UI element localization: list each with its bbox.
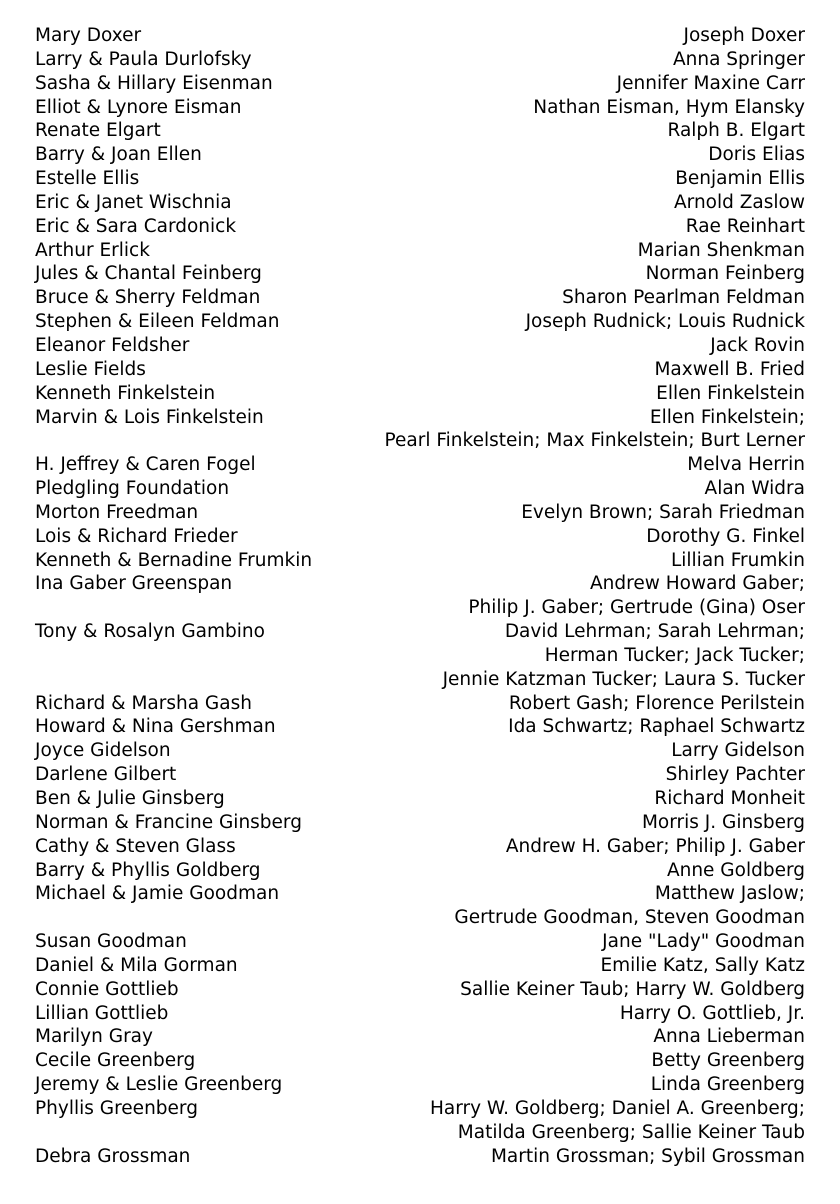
memorial-names <box>189 334 805 358</box>
memorial-names <box>252 692 805 716</box>
list-item <box>35 334 805 358</box>
donor-name: Lillian Gottlieb <box>35 1002 169 1024</box>
memorial-names <box>139 167 805 191</box>
list-item <box>35 358 805 382</box>
memorial-name-line: Jane "Lady" Goodman <box>602 931 805 953</box>
memorial-names <box>153 1025 805 1049</box>
memorial-name-line: Herman Tucker; Jack Tucker; <box>544 644 805 666</box>
memorial-names <box>195 1049 805 1073</box>
donor-name: Marvin & Lois Finkelstein <box>35 406 264 428</box>
memorial-name-line: Maxwell B. Fried <box>654 358 805 380</box>
memorial-name-line: Anna Lieberman <box>653 1026 805 1048</box>
list-item <box>35 382 805 406</box>
donor-name: Bruce & Sherry Feldman <box>35 287 261 309</box>
donor-name: Barry & Phyllis Goldberg <box>35 859 261 881</box>
list-item <box>35 191 805 215</box>
memorial-name-line: Joseph Doxer <box>683 25 805 46</box>
memorial-name-line: Ralph B. Elgart <box>667 120 805 142</box>
memorial-names <box>279 310 805 334</box>
memorial-donor-list <box>35 24 805 1169</box>
donor-name: Eric & Sara Cardonick <box>35 215 237 237</box>
list-item <box>35 1049 805 1073</box>
list-item <box>35 882 805 930</box>
memorial-names <box>261 859 805 883</box>
memorial-name-line: Linda Greenberg <box>650 1074 805 1096</box>
memorial-names <box>198 1097 805 1145</box>
list-item <box>35 239 805 263</box>
memorial-names <box>260 286 805 310</box>
memorial-names <box>229 477 805 501</box>
memorial-name-line: Sallie Keiner Taub; Harry W. Goldberg <box>460 978 805 1000</box>
memorial-names <box>236 835 805 859</box>
list-item <box>35 48 805 72</box>
memorial-names <box>141 24 805 48</box>
donor-name: Cathy & Steven Glass <box>35 835 236 857</box>
memorial-name-line: Anna Springer <box>672 48 805 70</box>
memorial-name-line: Melva Herrin <box>687 454 805 476</box>
donor-name: Arthur Erlick <box>35 239 150 261</box>
donor-name: Eleanor Feldsher <box>35 334 190 356</box>
donor-name: Susan Goodman <box>35 931 187 953</box>
memorial-name-line: Jennifer Maxine Carr <box>616 72 805 94</box>
donor-name: Kenneth & Bernadine Frumkin <box>35 549 313 571</box>
donor-name: Jeremy & Leslie Greenberg <box>35 1074 283 1096</box>
memorial-names <box>265 620 805 692</box>
memorial-name-line: Anne Goldberg <box>666 859 805 881</box>
donor-name: Debra Grossman <box>35 1145 191 1167</box>
memorial-names <box>282 1073 805 1097</box>
memorial-name-line: Richard Monheit <box>654 788 805 809</box>
memorial-names <box>241 96 805 120</box>
donor-name: Estelle Ellis <box>35 168 140 190</box>
donor-name: Elliot & Lynore Eisman <box>35 96 242 118</box>
donor-name: Pledgling Foundation <box>35 478 230 500</box>
list-item <box>35 143 805 167</box>
memorial-name-line: David Lehrman; Sarah Lehrman; <box>504 621 805 643</box>
memorial-name-line: Harry O. Gottlieb, Jr. <box>619 1002 805 1024</box>
donor-name: Ben & Julie Ginsberg <box>35 788 225 809</box>
memorial-name-line: Larry Gidelson <box>671 740 805 762</box>
memorial-names <box>146 358 805 382</box>
donor-name: H. Jeffrey & Caren Fogel <box>35 454 256 476</box>
list-item <box>35 715 805 739</box>
memorial-name-line: Norman Feinberg <box>645 263 805 285</box>
memorial-name-line: Jack Rovin <box>710 334 805 356</box>
memorial-names <box>179 978 805 1002</box>
list-item <box>35 1145 805 1169</box>
memorial-names <box>312 549 805 573</box>
memorial-name-line: Martin Grossman; Sybil Grossman <box>490 1145 805 1167</box>
list-item <box>35 739 805 763</box>
list-item <box>35 1002 805 1026</box>
memorial-name-line: Emilie Katz, Sally Katz <box>600 954 805 976</box>
list-item <box>35 72 805 96</box>
memorial-names <box>279 882 805 930</box>
memorial-names <box>171 739 805 763</box>
memorial-names <box>168 1002 805 1026</box>
list-item <box>35 119 805 143</box>
list-item <box>35 310 805 334</box>
donor-name: Barry & Joan Ellen <box>35 144 202 166</box>
donor-name: Howard & Nina Gershman <box>35 716 276 738</box>
memorial-name-line: Sharon Pearlman Feldman <box>562 287 805 309</box>
list-item <box>35 1025 805 1049</box>
memorial-name-line: Andrew Howard Gaber; <box>590 573 805 595</box>
memorial-names <box>302 811 805 835</box>
memorial-names <box>202 143 805 167</box>
memorial-name-line: Ida Schwartz; Raphael Schwartz <box>508 716 805 738</box>
memorial-name-line: Gertrude Goodman, Steven Goodman <box>454 907 805 929</box>
donor-name: Phyllis Greenberg <box>35 1097 198 1119</box>
list-item <box>35 787 805 811</box>
list-item <box>35 620 805 692</box>
memorial-names <box>176 763 805 787</box>
memorial-names <box>238 525 805 549</box>
memorial-name-line: Morris J. Ginsberg <box>641 811 805 833</box>
memorial-name-line: Evelyn Brown; Sarah Friedman <box>521 501 805 523</box>
memorial-names <box>215 382 805 406</box>
list-item <box>35 501 805 525</box>
memorial-name-line: Ellen Finkelstein <box>656 382 805 404</box>
list-item <box>35 954 805 978</box>
memorial-name-line: Dorothy G. Finkel <box>646 525 805 547</box>
memorial-name-line: Ellen Finkelstein; <box>649 406 805 428</box>
memorial-names <box>232 572 805 620</box>
list-item <box>35 1097 805 1145</box>
memorial-name-line: Matilda Greenberg; Sallie Keiner Taub <box>457 1121 805 1143</box>
memorial-names <box>256 453 805 477</box>
list-item <box>35 835 805 859</box>
memorial-names <box>276 715 805 739</box>
memorial-name-line: Robert Gash; Florence Perilstein <box>508 692 805 714</box>
memorial-names <box>161 119 805 143</box>
list-item <box>35 549 805 573</box>
donor-name: Daniel & Mila Gorman <box>35 954 238 976</box>
memorial-name-line: Lillian Frumkin <box>670 549 805 571</box>
memorial-name-line: Joseph Rudnick; Louis Rudnick <box>525 311 805 333</box>
donor-name: Michael & Jamie Goodman <box>35 883 280 905</box>
donor-name: Lois & Richard Frieder <box>35 525 238 547</box>
memorial-name-line: Pearl Finkelstein; Max Finkelstein; Burt Lerner <box>384 430 805 452</box>
memorial-names <box>236 215 805 239</box>
memorial-name-line: Harry W. Goldberg; Daniel A. Greenberg; <box>429 1097 805 1119</box>
donor-name: Tony & Rosalyn Gambino <box>35 621 265 643</box>
memorial-names <box>262 262 805 286</box>
memorial-name-line: Nathan Eisman, Hym Elansky <box>533 96 805 118</box>
list-item <box>35 406 805 454</box>
memorial-name-line: Doris Elias <box>708 144 805 166</box>
memorial-names <box>238 954 805 978</box>
memorial-names <box>187 930 805 954</box>
donor-name: Connie Gottlieb <box>35 978 179 1000</box>
donor-name: Eric & Janet Wischnia <box>35 191 232 213</box>
donor-name: Ina Gaber Greenspan <box>35 573 233 595</box>
list-item <box>35 572 805 620</box>
list-item <box>35 96 805 120</box>
memorial-names <box>150 239 805 263</box>
donor-name: Stephen & Eileen Feldman <box>35 311 280 333</box>
donor-name: Cecile Greenberg <box>35 1050 196 1072</box>
list-item <box>35 692 805 716</box>
list-item <box>35 763 805 787</box>
list-item <box>35 859 805 883</box>
memorial-name-line: Matthew Jaslow; <box>654 883 805 905</box>
memorial-names <box>273 72 805 96</box>
memorial-name-line: Jennie Katzman Tucker; Laura S. Tucker <box>442 668 805 690</box>
list-item <box>35 1073 805 1097</box>
list-item <box>35 24 805 48</box>
list-item <box>35 978 805 1002</box>
list-item <box>35 167 805 191</box>
memorial-name-line: Philip J. Gaber; Gertrude (Gina) Oser <box>468 597 805 619</box>
memorial-name-line: Marian Shenkman <box>637 239 805 261</box>
memorial-names <box>198 501 805 525</box>
donor-name: Kenneth Finkelstein <box>35 382 216 404</box>
donor-name: Darlene Gilbert <box>35 764 177 786</box>
memorial-names <box>252 48 805 72</box>
donor-name: Renate Elgart <box>35 120 161 142</box>
list-item <box>35 215 805 239</box>
list-item <box>35 811 805 835</box>
list-item <box>35 525 805 549</box>
list-item <box>35 477 805 501</box>
memorial-name-line: Arnold Zaslow <box>674 191 805 213</box>
memorial-name-line: Benjamin Ellis <box>675 168 805 190</box>
donor-name: Norman & Francine Ginsberg <box>35 811 302 833</box>
list-item <box>35 453 805 477</box>
memorial-name-line: Alan Widra <box>704 478 805 500</box>
donor-name: Morton Freedman <box>35 501 199 523</box>
memorial-name-line: Rae Reinhart <box>685 215 805 237</box>
donor-name: Sasha & Hillary Eisenman <box>35 72 273 94</box>
memorial-name-line: Andrew H. Gaber; Philip J. Gaber <box>505 835 805 857</box>
memorial-name-line: Betty Greenberg <box>651 1050 805 1072</box>
memorial-names <box>264 406 805 454</box>
memorial-names <box>232 191 805 215</box>
memorial-name-line: Shirley Pachter <box>665 764 805 786</box>
donor-name: Larry & Paula Durlofsky <box>35 48 252 70</box>
list-item <box>35 286 805 310</box>
donor-name: Joyce Gidelson <box>35 740 171 762</box>
donor-name: Mary Doxer <box>35 25 142 46</box>
donor-name: Leslie Fields <box>35 358 146 380</box>
donor-name: Richard & Marsha Gash <box>35 692 252 714</box>
memorial-names <box>190 1145 805 1169</box>
list-item <box>35 930 805 954</box>
donor-name: Jules & Chantal Feinberg <box>35 263 262 285</box>
memorial-names <box>225 787 805 811</box>
donor-name: Marilyn Gray <box>35 1026 153 1048</box>
list-item <box>35 262 805 286</box>
